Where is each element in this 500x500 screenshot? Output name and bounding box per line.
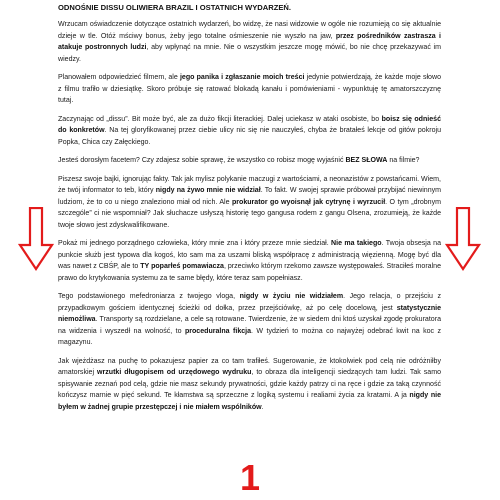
paragraph bbox=[58, 19, 441, 65]
paragraph-text: Jesteś dorosłym facetem? Czy zdajesz sobie sprawę, że wszystko co robisz mogę wyjaśnić bbox=[58, 157, 346, 164]
paragraph-text: . Twoja obsesja na punkcie służb jest typowa dla kogoś, kto sam ma za uszami bliską współpracę z administracją więzienną. Mogę być dla was nawet z CBŚP, ale to bbox=[58, 240, 441, 270]
paragraph-text: , aby wpłynąć na mnie. Nie o wszystkim jeszcze mogę mówić, bo nie chcę przekazywać im wiedzy. bbox=[58, 44, 441, 63]
paragraph bbox=[58, 291, 441, 349]
bold-text: statystycznie niemożliwa bbox=[58, 304, 441, 323]
paragraph-text: Planowałem odpowiedzieć filmem, ale bbox=[58, 74, 180, 81]
paragraph-text: na filmie? bbox=[387, 157, 420, 164]
paragraph-text: Tego podstawionego mefedroniarza z twojego vloga, bbox=[58, 293, 240, 300]
paragraph-text: . W tydzień to można co najwyżej odebrać kwit na koc z magazynu. bbox=[58, 327, 442, 346]
bold-text: nigdy nie byłem w żadnej grupie przestępczej i nie miałem wspólników bbox=[58, 392, 442, 411]
paragraph-text: . bbox=[261, 403, 264, 411]
paragraph bbox=[58, 174, 441, 232]
bold-text: prokurator go wyoisnął jak cytrynę i wyrzucił bbox=[231, 198, 386, 206]
paragraph bbox=[58, 238, 441, 284]
bold-text: nigdy w życiu nie widziałem bbox=[239, 293, 344, 300]
paragraph-text: Pokaż mi jednego porządnego człowieka, który mnie zna i który przeze mnie siedział. bbox=[58, 240, 332, 247]
paragraph-text: Wrzucam oświadczenie dotyczące ostatnich wydarzeń, bo widzę, że nasi widzowie w ogóle nie rozumieją co się aktualnie dzieje w tle. Otóż mściwy bonus, żeby jego totalne ośmieszenie nie wyszło na jaw, bbox=[58, 21, 441, 40]
paragraph-text: , przeciwko którym rzekomo zawsze występowałeś. Straciłeś moralne prawo do krytykowania systemu za te same błędy, które teraz sam popełniasz. bbox=[58, 263, 441, 282]
paragraph-text: . To fakt. W swojej sprawie próbował przybijać niewinnym ludziom, że to co u niego znaleziono miał od nich. Ale bbox=[58, 187, 442, 206]
paragraph-text: . Jego relacja, o przejściu z przypadkowym gościem identycznej ścieżki od dołka, przez przejściówkę, aż po celę docelową, jest bbox=[58, 293, 441, 312]
paragraph bbox=[58, 356, 441, 414]
paragraph-text: . Na tej gloryfikowanej przez ciebie ulicy nic się nie nauczyłeś, chyba że bratałeś lekcje od gitów pokroju Popka, Chica czy Załęckiego. bbox=[58, 127, 441, 146]
bold-text: wrzutki długopisem od urzędowego wydruku bbox=[97, 369, 252, 376]
document-body bbox=[58, 2, 441, 420]
bold-text: boisz się odnieść do konkretów bbox=[58, 115, 441, 134]
paragraph bbox=[58, 155, 441, 167]
paragraph-text: jedynie potwierdzają, że każde moje słowo z filmu trafiło w dziesiątkę. Skoro próbuje się ratować blokadą kanału i pomówieniami - wypunktuję tę amatorszczyznę tutaj. bbox=[58, 74, 441, 104]
bold-text: TY poparłeś pomawiacza bbox=[140, 263, 224, 270]
paragraph-text: Zaczynając od „dissu”. Bit może być, ale za dużo fikcji literackiej. Dalej uciekasz w ataki osobiste, bo bbox=[58, 115, 382, 123]
bold-text: jego panika i zgłaszanie moich treści bbox=[179, 74, 305, 81]
bold-text: Nie ma takiego bbox=[331, 240, 382, 247]
paragraphs-container bbox=[58, 19, 441, 413]
paragraph-text: Jak wjeżdżasz na puchę to pokazujesz papier za co tam trafiłeś. Sugerowanie, że ktokolwiek pod celą nie odróżniłby amatorskiej bbox=[58, 357, 441, 376]
bold-text: proceduralna fikcja bbox=[184, 327, 252, 335]
bold-text: przez pośredników zastrasza i atakuje postronnych ludzi bbox=[58, 32, 441, 51]
paragraph bbox=[58, 72, 441, 107]
down-arrow-icon bbox=[18, 207, 54, 271]
document-title: ODNOŚNIE DISSU OLIWIERA BRAZIL I OSTATNICH WYDARZEŃ. bbox=[58, 3, 292, 12]
paragraph-text: , to obraza dla inteligencji siedzących tam ludzi. Tak samo spisywanie zeznań pod celą, gdzie nie masz sekundy prywatności, gdzie każdy patrzy ci na ręce i gdzie za taką czynność kończysz marnie w pięć sekund. Te kłamstwa są sprzeczne z logiką systemu i realiami życia za kratami. A ja bbox=[58, 369, 441, 399]
paragraph-text: . Transporty są rozdzielane, a cele są rotowane. Twierdzenie, że w siedem dni ktoś uzyskał zgodę prokuratora na widzenia i wyszedł na wolność, to bbox=[58, 316, 441, 335]
paragraph-text: . O tym „drobnym szczególe” ci nie wspomniał? Jak słuchacze usłyszą historię tego gangusa rodem z gangu Olsena, zrozumieją, że każde twoje słowo jest zdyskwalifikowane. bbox=[58, 198, 441, 229]
page-number: 1 bbox=[239, 457, 261, 498]
paragraph bbox=[58, 114, 441, 149]
bold-text: BEZ SŁOWA bbox=[345, 157, 388, 164]
paragraph-text: Piszesz swoje bajki, ignorując fakty. Tak jak mylisz polykanie maczugi z wartościami, a neonazistów z powstańcami. Wiem, że twój informator to teb, który bbox=[58, 175, 441, 194]
down-arrow-icon bbox=[445, 207, 481, 271]
bold-text: nigdy na żywo mnie nie widział bbox=[155, 187, 261, 194]
